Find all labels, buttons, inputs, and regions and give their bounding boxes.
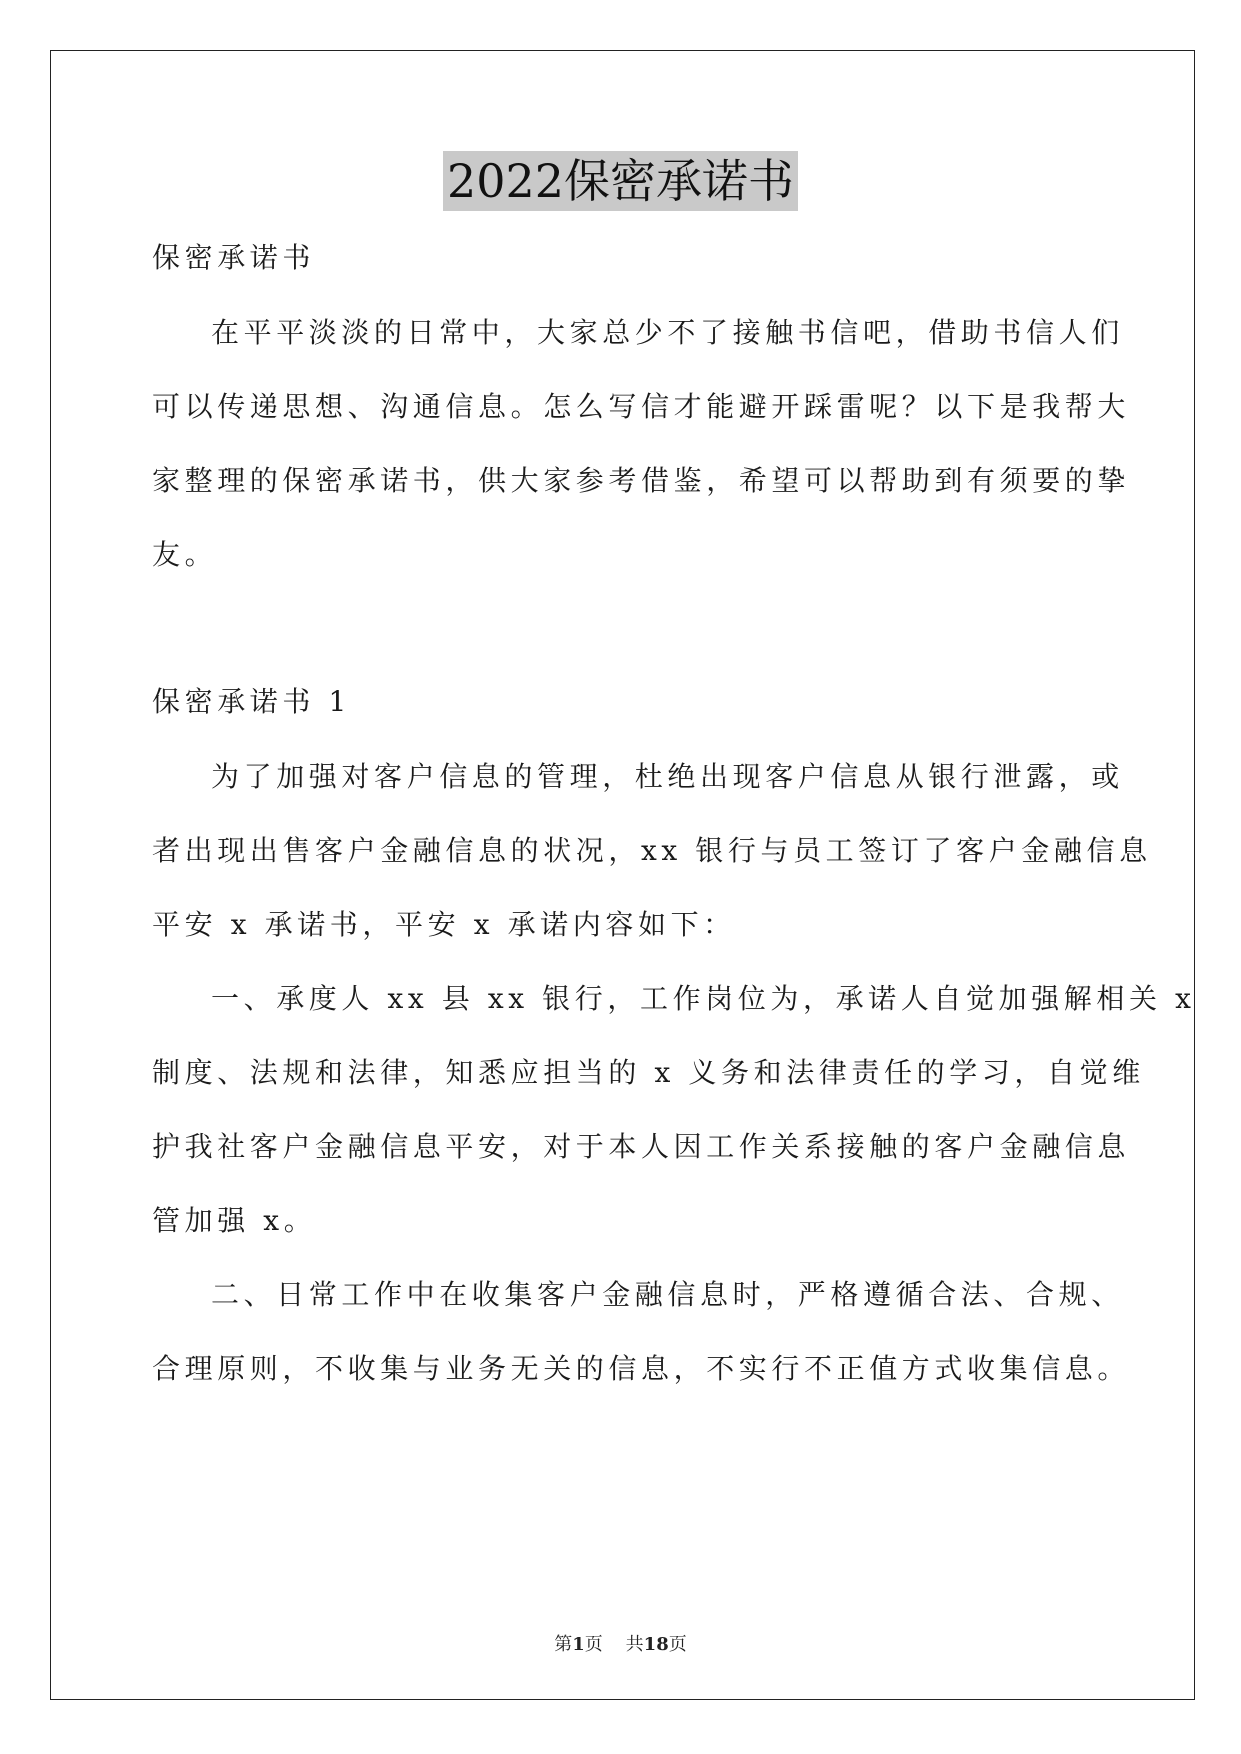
paragraph-line: 管加强 x。: [152, 1204, 317, 1237]
paragraph-line: 为了加强对客户信息的管理，杜绝出现客户信息从银行泄露，或: [211, 760, 1124, 793]
footer-page-suffix: 页: [584, 1634, 603, 1655]
footer-page-number: 1: [572, 1634, 585, 1655]
footer-total-prefix: 共: [625, 1634, 644, 1655]
paragraph-line: 家整理的保密承诺书，供大家参考借鉴，希望可以帮助到有须要的挚: [152, 464, 1131, 497]
page-footer: [0, 1630, 1241, 1656]
paragraph-line: 在平平淡淡的日常中，大家总少不了接触书信吧，借助书信人们: [211, 316, 1124, 349]
paragraph-line: 二、日常工作中在收集客户金融信息时，严格遵循合法、合规、: [211, 1278, 1124, 1311]
paragraph-line: 者出现出售客户金融信息的状况，xx 银行与员工签订了客户金融信息: [152, 834, 1152, 867]
paragraph-line: 友。: [152, 538, 218, 571]
footer-total-suffix: 页: [668, 1634, 687, 1655]
paragraph-line: 制度、法规和法律，知悉应担当的 x 义务和法律责任的学习，自觉维: [152, 1056, 1145, 1089]
paragraph-line: 护我社客户金融信息平安，对于本人因工作关系接触的客户金融信息: [152, 1130, 1131, 1163]
document-title: 2022保密承诺书: [443, 151, 798, 211]
page-border: [50, 50, 1195, 1700]
paragraph-line: 一、承度人 xx 县 xx 银行，工作岗位为，承诺人自觉加强解相关 x: [211, 982, 1196, 1015]
section-heading: 保密承诺书 1: [152, 685, 351, 718]
paragraph-line: 合理原则，不收集与业务无关的信息，不实行不正值方式收集信息。: [152, 1352, 1131, 1385]
footer-total-pages: 18: [643, 1634, 669, 1655]
section-heading: 保密承诺书: [152, 241, 316, 274]
paragraph-line: 平安 x 承诺书，平安 x 承诺内容如下：: [152, 908, 736, 941]
footer-page-prefix: 第: [554, 1634, 573, 1655]
title-container: [0, 151, 1241, 211]
paragraph-line: 可以传递思想、沟通信息。怎么写信才能避开踩雷呢？以下是我帮大: [152, 390, 1131, 423]
